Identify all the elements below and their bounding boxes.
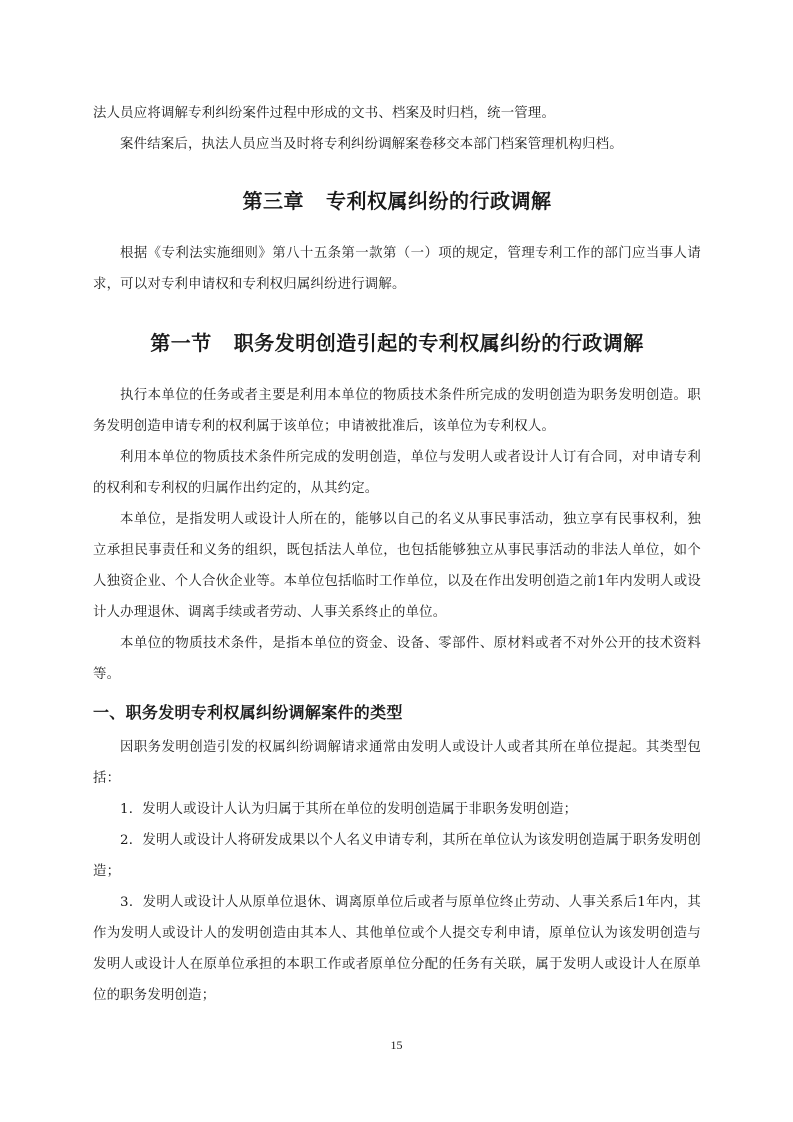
subsection-heading: 一、职务发明专利权属纠纷调解案件的类型	[93, 703, 403, 722]
chapter-number: 第三章	[242, 189, 304, 213]
section-paragraph-4: 本单位的物质技术条件，是指本单位的资金、设备、零部件、原材料或者不对外公开的技术资料等。	[93, 636, 701, 682]
section-title: 职务发明创造引起的专利权属纠纷的行政调解	[233, 331, 644, 355]
page-number: 15	[390, 1038, 403, 1052]
section-paragraph-3: 本单位，是指发明人或设计人所在的，能够以自己的名义从事民事活动，独立享有民事权利，独立承担民事责任和义务的组织，既包括法人单位，也包括能够独立从事民事活动的非法人单位，如个人独资企业、个人合伙企业等。本单位包括临时工作单位，以及在作出发明创造之前1年内发明人或设计人办理退休、调离手续或者劳动、人事关系终止的单位。	[93, 512, 701, 620]
document-page	[93, 98, 701, 1011]
chapter-heading	[93, 186, 701, 216]
list-item-2: 2．发明人或设计人将研发成果以个人名义申请专利，其所在单位认为该发明创造属于职务发明创造；	[93, 833, 701, 879]
section-number: 第一节	[150, 331, 212, 355]
subsection-paragraph-1: 因职务发明创造引发的权属纠纷调解请求通常由发明人或设计人或者其所在单位提起。其类型包括：	[93, 740, 701, 786]
list-item-3: 3．发明人或设计人从原单位退休、调离原单位后或者与原单位终止劳动、人事关系后1年内，其作为发明人或设计人的发明创造由其本人、其他单位或个人提交专利申请，原单位认为该发明创造与发明人或设计人在原单位承担的本职工作或者原单位分配的任务有关联，属于发明人或设计人在原单位的职务发明创造；	[93, 895, 701, 1003]
chapter-paragraph-1: 根据《专利法实施细则》第八十五条第一款第（一）项的规定，管理专利工作的部门应当事人请求，可以对专利申请权和专利权归属纠纷进行调解。	[93, 246, 701, 292]
list-item-1: 1．发明人或设计人认为归属于其所在单位的发明创造属于非职务发明创造；	[120, 802, 578, 817]
intro-paragraph-1: 法人员应将调解专利纠纷案件过程中形成的文书、档案及时归档，统一管理。	[93, 106, 556, 121]
intro-paragraph-2: 案件结案后，执法人员应当及时将专利纠纷调解案卷移交本部门档案管理机构归档。	[120, 137, 623, 152]
chapter-title: 专利权属纠纷的行政调解	[326, 189, 552, 213]
section-paragraph-1: 执行本单位的任务或者主要是利用本单位的物质技术条件所完成的发明创造为职务发明创造。职务发明创造申请专利的权利属于该单位；申请被批准后，该单位为专利权人。	[93, 388, 701, 434]
section-heading	[93, 328, 701, 358]
section-paragraph-2: 利用本单位的物质技术条件所完成的发明创造，单位与发明人或者设计人订有合同，对申请专利的权利和专利权的归属作出约定的，从其约定。	[93, 450, 701, 496]
